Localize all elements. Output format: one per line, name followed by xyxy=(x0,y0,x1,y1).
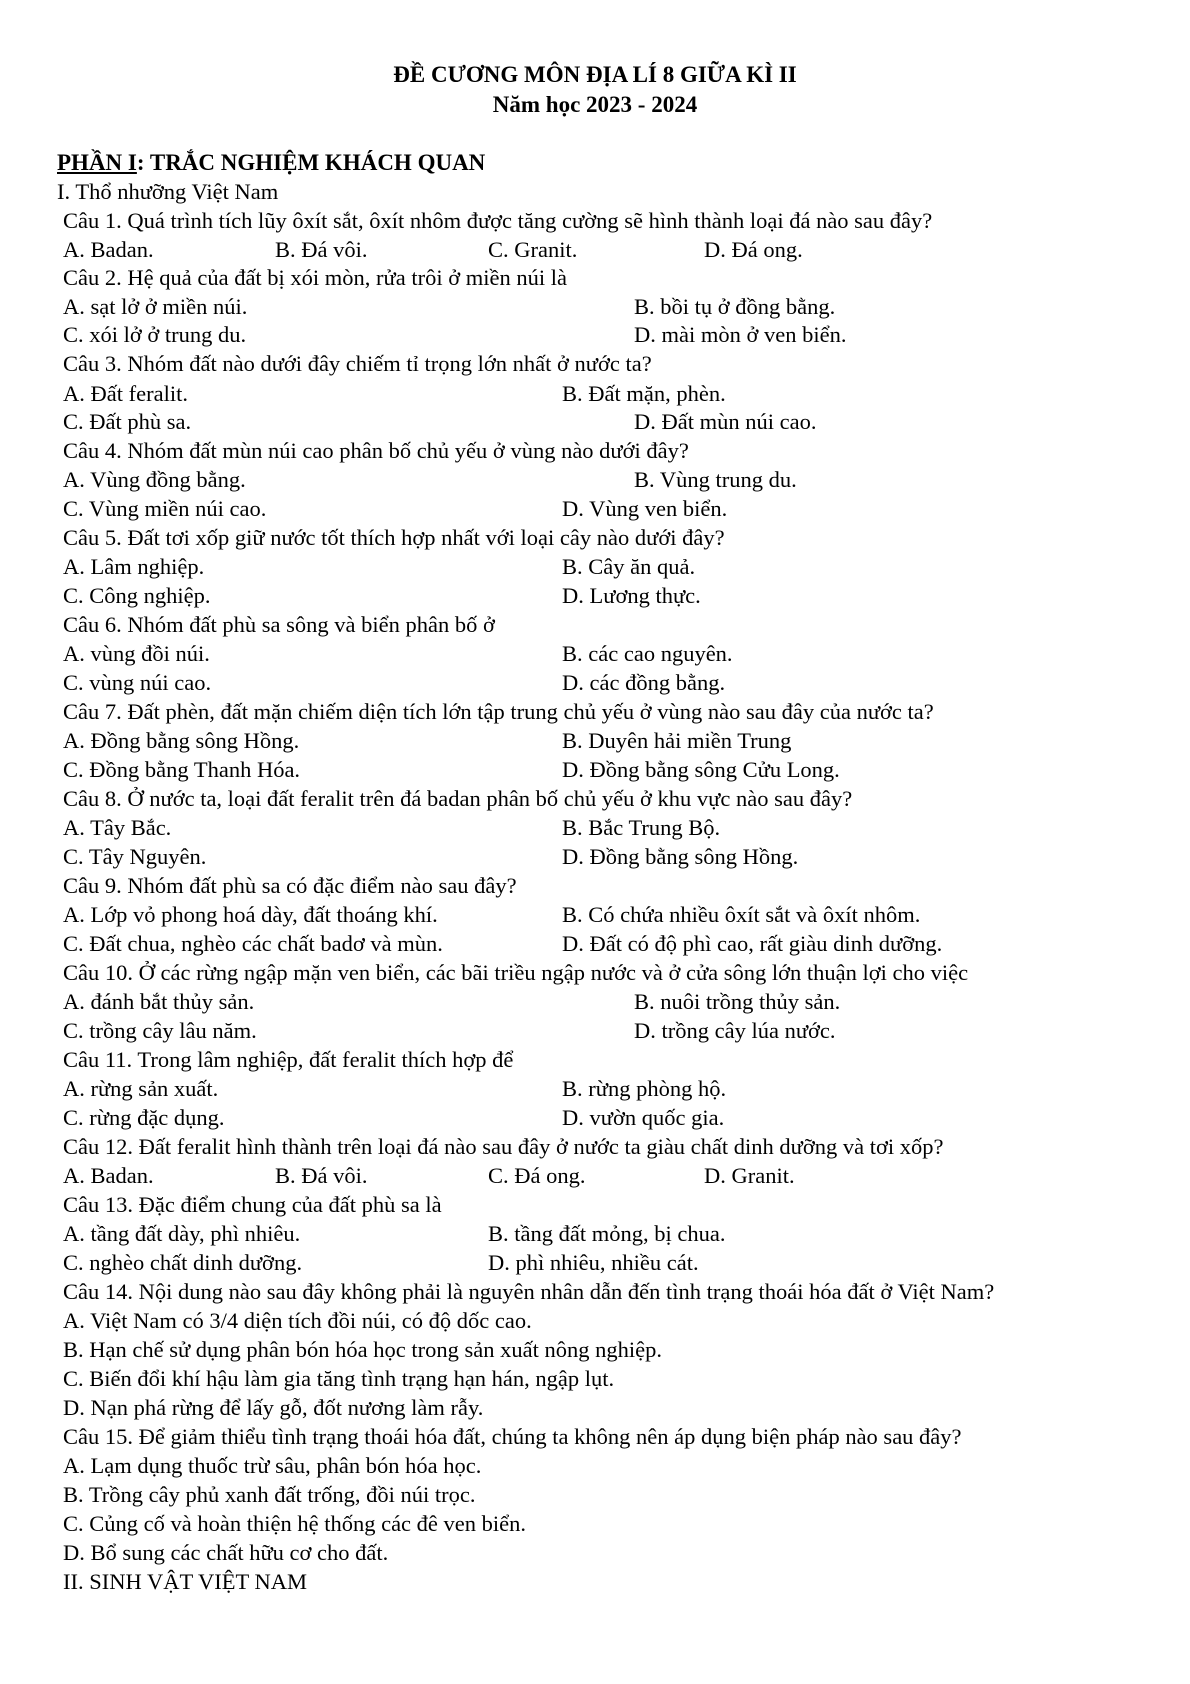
option-a: A. Vùng đồng bằng. xyxy=(63,467,246,492)
option-a: A. Badan. xyxy=(63,1163,154,1188)
school-year: Năm học 2023 - 2024 xyxy=(492,92,698,117)
option-c: C. rừng đặc dụng. xyxy=(63,1105,225,1130)
option-c: C. Granit. xyxy=(488,237,578,262)
option-a: A. Đất feralit. xyxy=(63,381,188,406)
option-b: B. Đất mặn, phèn. xyxy=(562,381,726,406)
option-a: A. sạt lở ở miền núi. xyxy=(63,294,248,319)
option-c: C. Vùng miền núi cao. xyxy=(63,496,267,521)
option-b: B. Vùng trung du. xyxy=(634,467,797,492)
option-b: B. rừng phòng hộ. xyxy=(562,1076,727,1101)
question-stem: Câu 5. Đất tơi xốp giữ nước tốt thích hợp nhất với loại cây nào dưới đây? xyxy=(63,525,725,550)
option-d: D. Nạn phá rừng để lấy gỗ, đốt nương làm rẫy. xyxy=(63,1395,484,1420)
option-a: A. Đồng bằng sông Hồng. xyxy=(63,728,300,753)
option-a: A. Tây Bắc. xyxy=(63,815,172,840)
question-stem: Câu 7. Đất phèn, đất mặn chiếm diện tích lớn tập trung chủ yếu ở vùng nào sau đây của nước ta? xyxy=(63,699,934,724)
question-stem: Câu 8. Ở nước ta, loại đất feralit trên đá badan phân bố chủ yếu ở khu vực nào sau đây? xyxy=(63,786,853,811)
option-b: B. Duyên hải miền Trung xyxy=(562,728,792,753)
section-heading: I. Thổ nhưỡng Việt Nam xyxy=(57,179,279,204)
option-a: A. Việt Nam có 3/4 diện tích đồi núi, có độ dốc cao. xyxy=(63,1308,532,1333)
option-d: D. Đất có độ phì cao, rất giàu dinh dưỡng. xyxy=(562,931,943,956)
option-a: A. đánh bắt thủy sản. xyxy=(63,989,255,1014)
question-stem: Câu 2. Hệ quả của đất bị xói mòn, rửa trôi ở miền núi là xyxy=(63,265,567,290)
option-c: C. vùng núi cao. xyxy=(63,670,212,695)
option-b: B. Có chứa nhiều ôxít sắt và ôxít nhôm. xyxy=(562,902,921,927)
section-heading: II. SINH VẬT VIỆT NAM xyxy=(63,1569,307,1594)
option-c: C. Đá ong. xyxy=(488,1163,586,1188)
option-c: C. Tây Nguyên. xyxy=(63,844,207,869)
option-d: D. Lương thực. xyxy=(562,583,701,608)
option-b: B. bồi tụ ở đồng bằng. xyxy=(634,294,836,319)
option-c: C. Đất phù sa. xyxy=(63,409,192,434)
part-title: : TRẮC NGHIỆM KHÁCH QUAN xyxy=(136,150,486,175)
document-title: ĐỀ CƯƠNG MÔN ĐỊA LÍ 8 GIỮA KÌ II xyxy=(393,62,797,87)
option-a: A. vùng đồi núi. xyxy=(63,641,210,666)
option-d: D. vườn quốc gia. xyxy=(562,1105,725,1130)
question-stem: Câu 11. Trong lâm nghiệp, đất feralit thích hợp để xyxy=(63,1047,514,1072)
option-d: D. các đồng bằng. xyxy=(562,670,726,695)
option-d: D. Đồng bằng sông Hồng. xyxy=(562,844,799,869)
part-label: PHẦN I xyxy=(57,150,137,175)
question-stem: Câu 14. Nội dung nào sau đây không phải là nguyên nhân dẫn đến tình trạng thoái hóa đất ở Việt Nam? xyxy=(63,1279,995,1304)
option-a: A. Lâm nghiệp. xyxy=(63,554,205,579)
option-b: B. tầng đất mỏng, bị chua. xyxy=(488,1221,726,1246)
option-c: C. Công nghiệp. xyxy=(63,583,211,608)
option-b: B. Đá vôi. xyxy=(275,1163,368,1188)
option-d: D. Granit. xyxy=(704,1163,795,1188)
option-d: D. Đồng bằng sông Cửu Long. xyxy=(562,757,840,782)
question-stem: Câu 9. Nhóm đất phù sa có đặc điểm nào sau đây? xyxy=(63,873,517,898)
option-c: C. nghèo chất dinh dưỡng. xyxy=(63,1250,303,1275)
option-b: B. nuôi trồng thủy sản. xyxy=(634,989,841,1014)
option-b: B. Hạn chế sử dụng phân bón hóa học trong sản xuất nông nghiệp. xyxy=(63,1337,662,1362)
option-c: C. Biến đổi khí hậu làm gia tăng tình trạng hạn hán, ngập lụt. xyxy=(63,1366,615,1391)
option-d: D. Đất mùn núi cao. xyxy=(634,409,817,434)
option-c: C. xói lở ở trung du. xyxy=(63,322,247,347)
option-d: D. phì nhiêu, nhiều cát. xyxy=(488,1250,699,1275)
question-stem: Câu 6. Nhóm đất phù sa sông và biển phân bố ở xyxy=(63,612,495,637)
option-d: D. trồng cây lúa nước. xyxy=(634,1018,836,1043)
option-a: A. Lớp vỏ phong hoá dày, đất thoáng khí. xyxy=(63,902,438,927)
option-d: D. mài mòn ở ven biển. xyxy=(634,322,847,347)
question-stem: Câu 13. Đặc điểm chung của đất phù sa là xyxy=(63,1192,442,1217)
option-c: C. Đất chua, nghèo các chất badơ và mùn. xyxy=(63,931,443,956)
question-stem: Câu 10. Ở các rừng ngập mặn ven biển, các bãi triều ngập nước và ở cửa sông lớn thuận lợi cho việc xyxy=(63,960,969,985)
option-b: B. các cao nguyên. xyxy=(562,641,733,666)
option-a: A. Badan. xyxy=(63,237,154,262)
question-stem: Câu 3. Nhóm đất nào dưới đây chiếm tỉ trọng lớn nhất ở nước ta? xyxy=(63,351,652,376)
option-b: B. Bắc Trung Bộ. xyxy=(562,815,721,840)
option-b: B. Đá vôi. xyxy=(275,237,368,262)
option-d: D. Đá ong. xyxy=(704,237,803,262)
question-stem: Câu 4. Nhóm đất mùn núi cao phân bố chủ yếu ở vùng nào dưới đây? xyxy=(63,438,689,463)
part-heading xyxy=(57,149,485,177)
option-b: B. Trồng cây phủ xanh đất trống, đồi núi trọc. xyxy=(63,1482,476,1507)
question-stem: Câu 15. Để giảm thiểu tình trạng thoái hóa đất, chúng ta không nên áp dụng biện pháp nào sau đây? xyxy=(63,1424,962,1449)
question-stem: Câu 1. Quá trình tích lũy ôxít sắt, ôxít nhôm được tăng cường sẽ hình thành loại đá nào sau đây? xyxy=(63,208,933,233)
option-c: C. trồng cây lâu năm. xyxy=(63,1018,257,1043)
option-a: A. Lạm dụng thuốc trừ sâu, phân bón hóa học. xyxy=(63,1453,482,1478)
option-a: A. tầng đất dày, phì nhiêu. xyxy=(63,1221,301,1246)
option-d: D. Vùng ven biển. xyxy=(562,496,728,521)
question-stem: Câu 12. Đất feralit hình thành trên loại đá nào sau đây ở nước ta giàu chất dinh dưỡng và tơi xốp? xyxy=(63,1134,944,1159)
option-d: D. Bổ sung các chất hữu cơ cho đất. xyxy=(63,1540,389,1565)
option-c: C. Đồng bằng Thanh Hóa. xyxy=(63,757,301,782)
option-b: B. Cây ăn quả. xyxy=(562,554,696,579)
option-c: C. Củng cố và hoàn thiện hệ thống các đê ven biển. xyxy=(63,1511,526,1536)
option-a: A. rừng sản xuất. xyxy=(63,1076,219,1101)
